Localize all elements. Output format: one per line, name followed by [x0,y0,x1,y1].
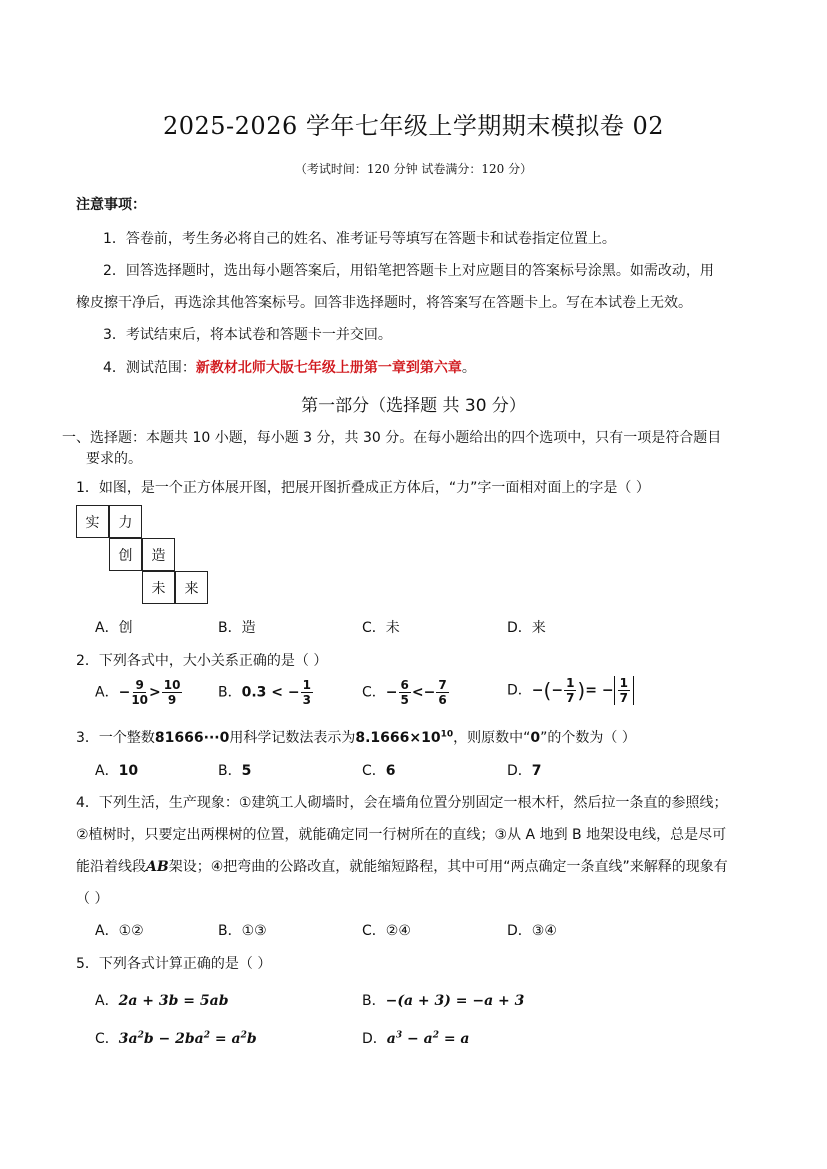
q2-a-num-2: 10 [163,678,181,692]
q2-d-paren-close: ) [577,678,586,703]
q5-a-label: A． [95,993,119,1009]
q5-d-exp-1: 3 [395,1030,403,1041]
q3-zero: 0 [530,730,541,746]
q2-d-den-1: 7 [566,691,575,705]
net-cell-4: 造 [142,538,175,571]
question-2-stem: 2．下列各式中，大小关系正确的是（ ） [76,653,328,669]
test-scope: 新教材北师大版七年级上册第一章到第六章 [195,360,462,376]
q4-line3-b: 架设；④把弯曲的公路改直，就能缩短路程，其中可用“两点确定一条直线”来解释的现象有 [168,859,728,875]
q2-d-mid: = − [585,682,614,699]
q2-d-den-2: 7 [619,691,628,705]
q2-d-label: D． [507,682,532,699]
question-4-line-2: ②植树时，只要定出两棵树的位置，就能确定同一行树所在的直线；③从 A 地到 B 地架设电线，总是尽可 [76,827,727,843]
notice-item-2a: 2．回答选择题时，选出每小题答案后，用铅笔把答题卡上对应题目的答案标号涂黑。如需改动，用 [103,263,714,279]
net-cell-6: 来 [175,571,208,604]
page-title: 2025-2026 学年七年级上学期期末模拟卷 02 [162,112,665,140]
q2-c-neg: − [385,684,398,701]
section-title: 第一部分（选择题 共 30 分） [301,396,526,416]
q5-c-part-2: b − 2ba [143,1031,204,1047]
q5-a-expr: 2a + 3b = 5ab [118,993,229,1009]
q2-option-a[interactable] [95,678,183,707]
q2-option-d[interactable] [507,676,634,705]
q5-option-d[interactable] [362,1028,470,1048]
q2-d-left: − [531,682,544,699]
q2-a-label: A． [95,684,119,701]
q2-d-frac-1 [564,676,576,705]
question-5-stem: 5．下列各式计算正确的是（ ） [76,956,272,972]
q3-d-label: D． [507,763,532,779]
q3-c-val: 6 [385,763,396,779]
q5-c-part-4: b [246,1031,257,1047]
q3-d-val: 7 [531,763,542,779]
q5-d-expr [387,1031,470,1047]
q2-d-num-2: 1 [619,676,628,690]
exam-info: （考试时间：120 分钟 试卷满分：120 分） [294,162,533,176]
q2-a-den-2: 9 [167,693,177,707]
q2-b-den: 3 [302,693,311,707]
q3-sci-base: 8.1666×10 [355,730,441,746]
section-intro-b: 要求的。 [86,451,142,467]
q3-stem-d: ”的个数为（ ） [540,730,636,746]
q2-c-frac-1 [399,678,411,707]
question-1-stem: 1．如图，是一个正方体展开图，把展开图折叠成正方体后，“力”字一面相对面上的字是（ ） [76,480,650,496]
q2-c-num-1: 6 [400,678,409,692]
question-4-line-1: 4．下列生活，生产现象：①建筑工人砌墙时，会在墙角位置分别固定一根木杆，然后拉一条直的参照线； [76,795,728,811]
q5-d-part-2: − a [402,1031,433,1047]
q2-b-left: 0.3 < − [241,684,300,701]
q2-c-label: C． [362,684,386,701]
net-cell-1: 实 [76,505,109,538]
net-cell-5: 未 [142,571,175,604]
q2-d-abs [614,676,634,705]
notice-heading: 注意事项： [76,197,146,213]
q3-option-d[interactable] [507,760,542,780]
q3-stem-c: ，则原数中“ [453,730,531,746]
question-3-stem [76,727,636,747]
q2-d-frac-2 [618,676,630,705]
q3-option-a[interactable] [95,760,138,780]
q5-d-part-3: = a [438,1031,470,1047]
q3-number: 81666···0 [154,730,230,746]
q2-d-paren-open: ( [543,678,552,703]
q2-option-b[interactable] [218,678,314,707]
q3-stem-b: 用科学记数法表示为 [229,730,356,746]
q2-c-den-2: 6 [438,693,447,707]
q1-option-a[interactable]: A．创 [95,620,133,636]
q2-b-frac [301,678,313,707]
q2-a-den-1: 10 [131,693,149,707]
q5-c-exp-2: 2 [203,1030,210,1041]
question-4-line-4: （ ） [76,891,109,907]
net-cell-3: 创 [109,538,142,571]
q5-c-exp-3: 2 [240,1030,247,1041]
q5-b-expr: −(a + 3) = −a + 3 [385,993,525,1009]
q2-d-inner-neg: − [551,682,564,699]
q3-option-b[interactable] [218,760,251,780]
q5-c-expr [119,1031,257,1047]
q5-c-part-3: = a [210,1031,241,1047]
q2-option-c[interactable] [362,678,450,707]
q5-d-exp-2: 2 [432,1030,439,1041]
notice-item-3: 3．考试结束后，将本试卷和答题卡一并交回。 [103,327,392,343]
q3-option-c[interactable] [362,760,396,780]
q3-a-val: 10 [118,763,139,779]
notice-item-4-end: 。 [461,360,476,376]
notice-item-4-prefix: 4．测试范围： [103,360,196,376]
notice-item-1: 1．答卷前，考生务必将自己的姓名、准考证号等填写在答题卡和试卷指定位置上。 [103,231,616,247]
q2-a-op: > [149,684,161,701]
q4-line3-a: 能沿着线段 [76,859,146,875]
q5-b-label: B． [362,993,386,1009]
q4-option-b[interactable]: B．①③ [218,923,267,939]
q2-c-op: <− [411,684,436,701]
q3-a-label: A． [95,763,119,779]
q2-c-frac-2 [436,678,448,707]
q5-option-c[interactable] [95,1028,257,1048]
q2-a-num-1: 9 [135,678,144,692]
notice-item-4 [103,357,476,377]
q4-segment-ab: AB [146,859,169,875]
q2-a-frac-2 [162,678,183,707]
q2-b-num: 1 [302,678,311,692]
q1-option-c[interactable]: C．未 [362,620,400,636]
q3-c-label: C． [362,763,386,779]
q4-option-c[interactable]: C．②④ [362,923,411,939]
question-4-line-3 [76,856,728,876]
q3-b-val: 5 [241,763,252,779]
section-intro-a: 一、选择题：本题共 10 小题，每小题 3 分，共 30 分。在每小题给出的四个选项中，只有一项是符合题目 [62,430,722,446]
q2-a-neg: − [118,684,131,701]
q5-c-part-1: 3a [118,1031,138,1047]
q5-c-label: C． [95,1031,119,1047]
q2-a-frac-1 [131,678,148,707]
net-cell-2: 力 [109,505,142,538]
q4-option-d[interactable]: D．③④ [507,923,557,939]
q5-option-a[interactable] [95,990,228,1010]
q3-sci-exp: 10 [440,729,454,740]
q4-option-a[interactable]: A．①② [95,923,144,939]
q2-c-den-1: 5 [400,693,409,707]
q3-b-label: B． [218,763,242,779]
q5-c-exp-1: 2 [137,1030,144,1041]
q5-option-b[interactable] [362,990,524,1010]
q1-option-b[interactable]: B．造 [218,620,256,636]
q1-option-d[interactable]: D．来 [507,620,546,636]
q2-d-num-1: 1 [566,676,575,690]
q3-stem-a: 3．一个整数 [76,730,155,746]
q2-b-label: B． [218,684,242,701]
q2-c-num-2: 7 [438,678,447,692]
cube-net-figure [76,505,216,605]
notice-item-2b: 橡皮擦干净后，再选涂其他答案标号。回答非选择题时，将答案写在答题卡上。写在本试卷上无效。 [76,295,692,311]
q5-d-part-1: a [386,1031,396,1047]
q5-d-label: D． [362,1031,387,1047]
